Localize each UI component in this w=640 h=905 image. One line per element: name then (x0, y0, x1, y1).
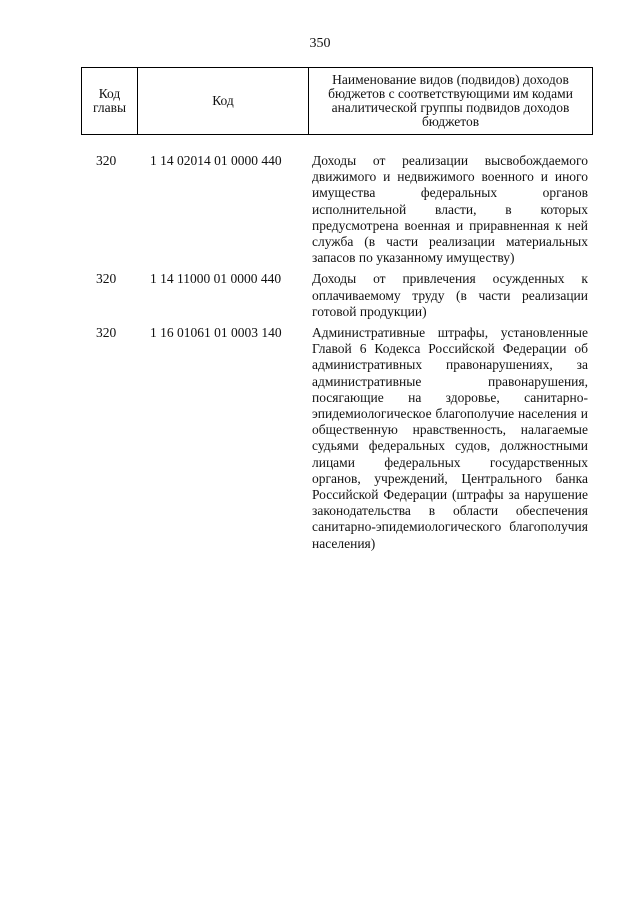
income-description: Доходы от реализации высвобождаемого движимого и недвижимого военного и иного имущества федеральных органов исполнительной власти, в которых предусмотрена военная и приравненная к ней служба (в части реализации материальных запасов по указанному имуществу) (312, 153, 588, 266)
header-chapter-code: Код главы (82, 68, 138, 135)
table-body (0, 153, 640, 552)
table-row (0, 271, 640, 320)
chapter-code: 320 (96, 325, 117, 341)
header-name: Наименование видов (подвидов) доходов бюджетов с соответствующими им кодами аналитической группы подвидов доходов бюджетов (309, 68, 593, 135)
header-code: Код (138, 68, 309, 135)
income-description: Административные штрафы, установленные Главой 6 Кодекса Российской Федерации об административных правонарушениях, за административные правонарушения, посягающие на здоровье, санитарно-эпидемиологическое благополучие населения и общественную нравственность, налагаемые судьями федеральных судов, должностными лицами федеральных государственных органов, учреждений, Центрального банка Российской Федерации (штрафы за нарушение законодательства в области обеспечения санитарно-эпидемиологического благополучия населения) (312, 325, 588, 551)
table-row (0, 325, 640, 552)
chapter-code: 320 (96, 271, 117, 287)
chapter-code: 320 (96, 153, 117, 168)
budget-code: 1 14 11000 01 0000 440 (150, 271, 282, 287)
table-header (81, 67, 593, 135)
income-description: Доходы от привлечения осужденных к оплачиваемому труду (в части реализации готовой продукции) (312, 271, 588, 319)
budget-code: 1 14 02014 01 0000 440 (150, 153, 282, 168)
table-row (0, 153, 640, 266)
page-number: 350 (309, 36, 331, 51)
budget-code: 1 16 01061 01 0003 140 (150, 325, 282, 341)
